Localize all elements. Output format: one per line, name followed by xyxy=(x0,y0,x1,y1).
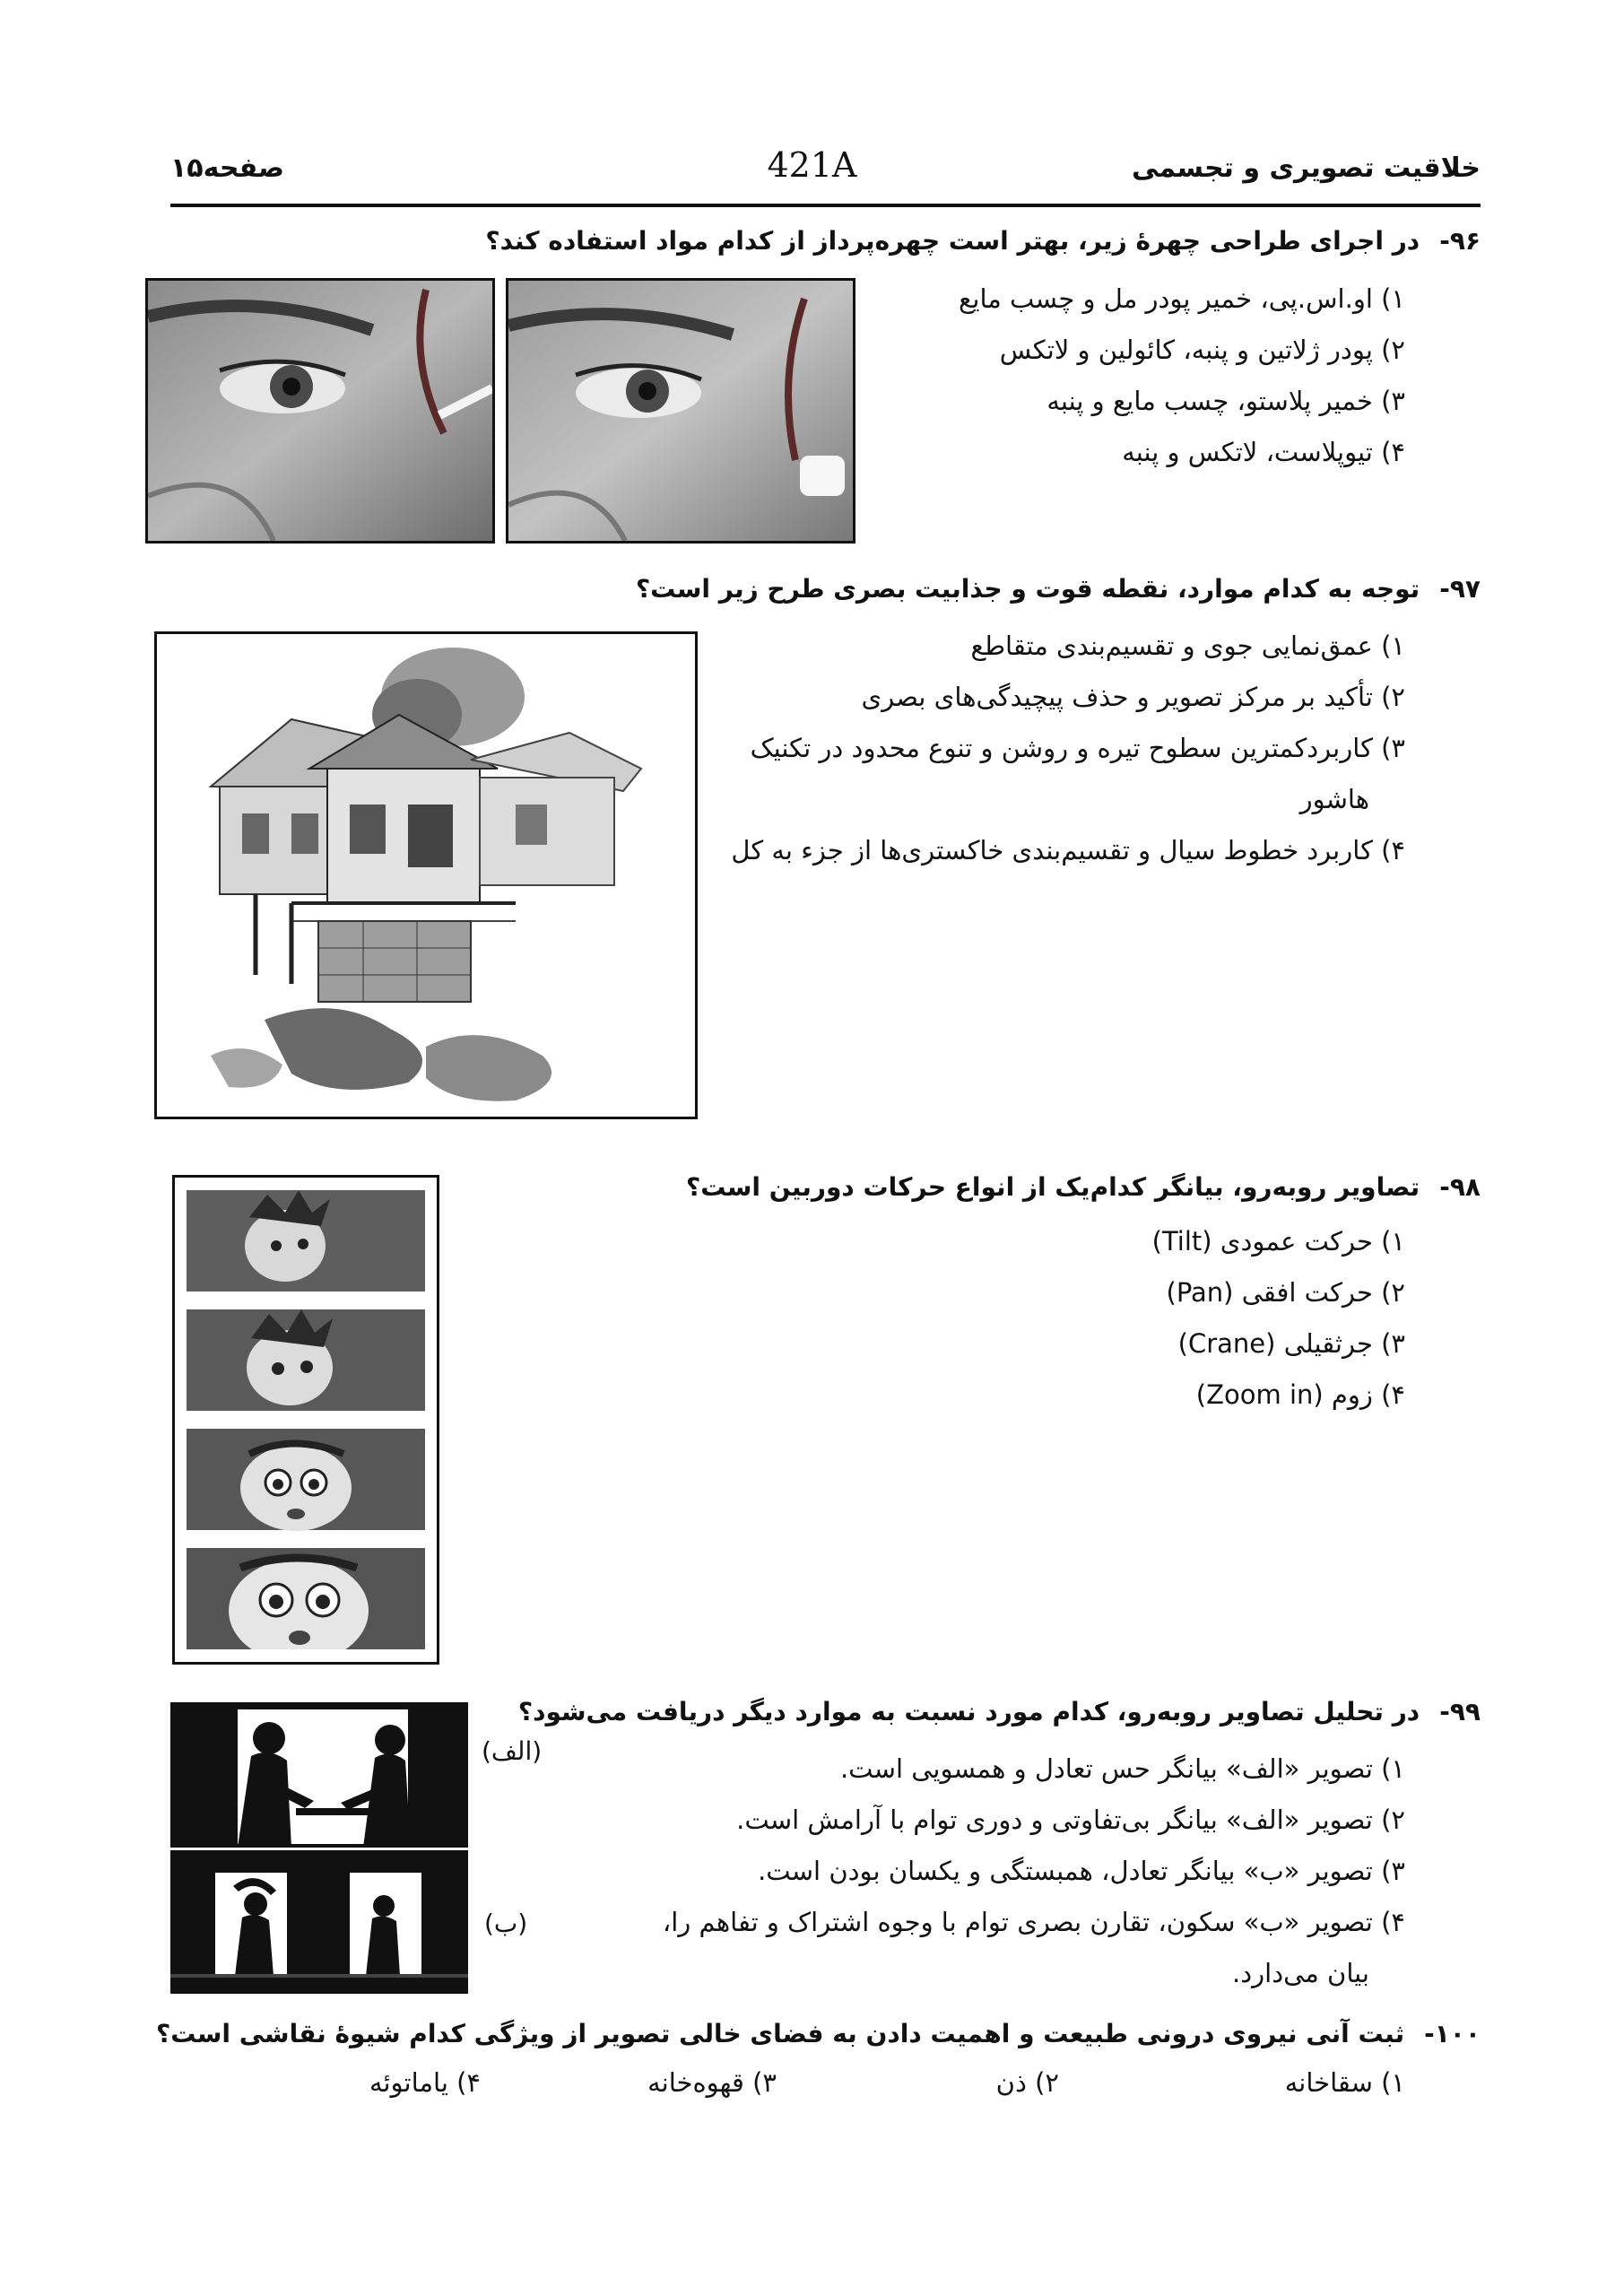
question-100-option-4[interactable]: ۴) یاماتوئه xyxy=(369,2067,481,2098)
question-text: ثبت آنی نیروی درونی طبیعت و اهمیت دادن به فضای خالی تصویر از ویژگی کدام شیوهٔ نقاشی است؟ xyxy=(155,2019,1405,2048)
label-be: (ب) xyxy=(484,1909,528,1938)
question-number: ۹۸- xyxy=(1439,1172,1481,1202)
option-4[interactable]: ۴) زوم (Zoom in) xyxy=(1195,1379,1405,1410)
silhouette-image-alef xyxy=(170,1702,468,1848)
question-number: ۹۶- xyxy=(1439,226,1481,256)
question-99-options xyxy=(663,1744,1405,1999)
option-1[interactable]: ۱) او.اس.پی، خمیر پودر مل و چسب مایع xyxy=(958,283,1405,314)
option-4[interactable]: ۴) تیوپلاست، لاتکس و پنبه xyxy=(1122,437,1405,467)
exam-code: 421A xyxy=(767,145,857,185)
house-sketch-image xyxy=(154,631,698,1119)
question-98-options xyxy=(1152,1216,1405,1421)
question-text: توجه به کدام موارد، نقطه قوت و جذابیت بصری طرح زیر است؟ xyxy=(635,574,1420,604)
question-number: ۹۹- xyxy=(1439,1697,1481,1726)
option-2[interactable]: ۲) تصویر «الف» بیانگر بی‌تفاوتی و دوری توام با آرامش است. xyxy=(736,1805,1405,1835)
option-3[interactable]: ۳) خمیر پلاستو، چسب مایع و پنبه xyxy=(1046,386,1405,416)
question-number: ۹۷- xyxy=(1439,574,1481,604)
frame-3 xyxy=(187,1429,425,1531)
question-100-option-1[interactable]: ۱) سقاخانه xyxy=(1284,2067,1405,2098)
option-2[interactable]: ۲) پودر ژلاتین و پنبه، کائولین و لاتکس xyxy=(999,335,1405,365)
frame-4 xyxy=(187,1548,425,1649)
option-1[interactable]: ۱) حرکت عمودی (Tilt) xyxy=(1151,1226,1405,1257)
header-divider xyxy=(170,204,1481,207)
frame-2 xyxy=(187,1309,425,1411)
option-3[interactable]: ۳) کاربردکمترین سطوح تیره و روشن و تنوع محدود در تکنیک xyxy=(750,733,1405,763)
camera-movement-frames xyxy=(172,1175,439,1665)
option-4-continued: بیان می‌دارد. xyxy=(1232,1958,1369,1988)
option-1[interactable]: ۱) عمق‌نمایی جوی و تقسیم‌بندی متقاطع xyxy=(970,631,1405,661)
option-2[interactable]: ۲) تأکید بر مرکز تصویر و حذف پیچیدگی‌های بصری xyxy=(861,682,1405,712)
option-4[interactable]: ۴) کاربرد خطوط سیال و تقسیم‌بندی خاکستری‌ها از جزء به کل xyxy=(731,835,1405,865)
silhouette-image-be xyxy=(170,1850,468,1994)
option-3[interactable]: ۳) جرثقیلی (Crane) xyxy=(1177,1328,1405,1359)
question-100-stem xyxy=(156,2019,1481,2048)
subject-title: خلاقیت تصویری و تجسمی xyxy=(1132,152,1481,184)
question-text: تصاویر روبه‌رو، بیانگر کدام‌یک از انواع حرکات دوربین است؟ xyxy=(685,1172,1420,1202)
label-alef: (الف) xyxy=(482,1736,543,1766)
option-4[interactable]: ۴) تصویر «ب» سکون، تقارن بصری توام با وجوه اشتراک و تفاهم را، xyxy=(662,1907,1405,1937)
question-100-option-2[interactable]: ۲) ذن xyxy=(995,2067,1059,2098)
question-98-stem xyxy=(686,1172,1481,1202)
question-100-option-3[interactable]: ۳) قهوه‌خانه xyxy=(647,2067,777,2098)
question-text: در تحلیل تصاویر روبه‌رو، کدام مورد نسبت به موارد دیگر دریافت می‌شود؟ xyxy=(517,1697,1420,1726)
option-2[interactable]: ۲) حرکت افقی (Pan) xyxy=(1166,1277,1405,1308)
question-99-stem xyxy=(518,1697,1481,1726)
question-97-options xyxy=(731,621,1405,876)
option-1[interactable]: ۱) تصویر «الف» بیانگر حس تعادل و همسویی است. xyxy=(839,1753,1405,1784)
question-number: ۱۰۰- xyxy=(1424,2019,1481,2048)
face-photo-right xyxy=(506,278,855,544)
frame-1 xyxy=(187,1190,425,1292)
question-96-options xyxy=(959,274,1405,478)
question-96-stem xyxy=(485,226,1481,256)
option-3-continued: هاشور xyxy=(1299,784,1369,814)
question-text: در اجرای طراحی چهرهٔ زیر، بهتر است چهره‌پرداز از کدام مواد استفاده کند؟ xyxy=(485,226,1420,256)
question-97-stem xyxy=(636,574,1481,604)
page-number: صفحه۱۵ xyxy=(170,152,285,184)
option-3[interactable]: ۳) تصویر «ب» بیانگر تعادل، همبستگی و یکسان بودن است. xyxy=(758,1856,1405,1886)
face-photo-left xyxy=(145,278,495,544)
